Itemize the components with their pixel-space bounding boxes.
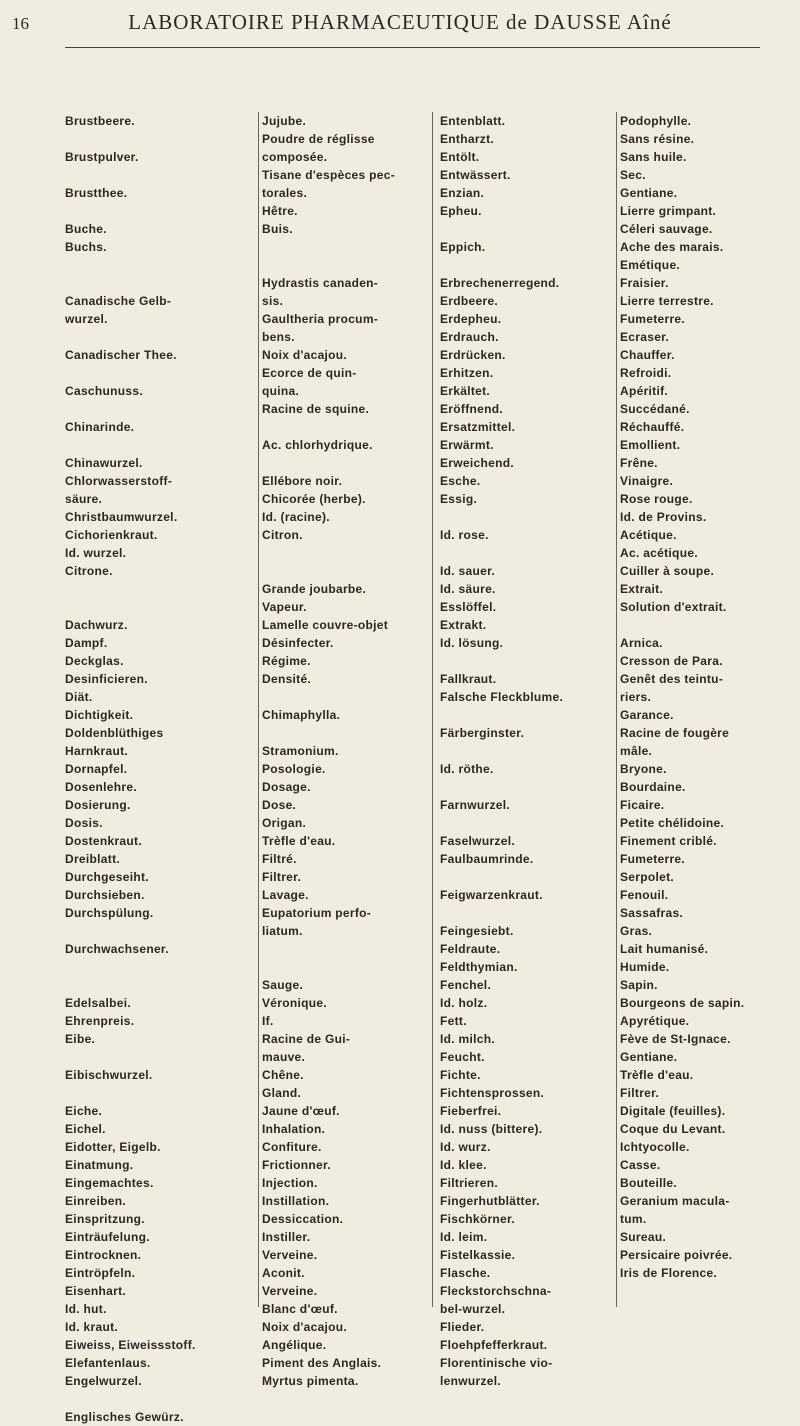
glossary-line: Citrone. bbox=[65, 564, 113, 578]
glossary-line: Esche. bbox=[440, 474, 481, 488]
glossary-line: Fingerhutblätter. bbox=[440, 1194, 540, 1208]
glossary-line: Desinficieren. bbox=[65, 672, 148, 686]
glossary-line: Bourgeons de sapin. bbox=[620, 996, 745, 1010]
glossary-line: Fumeterre. bbox=[620, 852, 686, 866]
glossary-line: Id. röthe. bbox=[440, 762, 494, 776]
glossary-line: Arnica. bbox=[620, 636, 663, 650]
glossary-line: Fumeterre. bbox=[620, 312, 686, 326]
glossary-line bbox=[440, 778, 620, 796]
glossary-line: Ficaire. bbox=[620, 798, 665, 812]
glossary-line: Hêtre. bbox=[262, 204, 298, 218]
glossary-line bbox=[262, 940, 427, 958]
glossary-line: Fichtensprossen. bbox=[440, 1086, 545, 1100]
glossary-line bbox=[440, 868, 620, 886]
glossary-line: Falsche Fleckblume. bbox=[440, 690, 564, 704]
glossary-line: Erweichend. bbox=[440, 456, 514, 470]
header-rule bbox=[65, 47, 760, 48]
glossary-line: Citron. bbox=[262, 528, 303, 542]
glossary-line: Geranium macula- bbox=[620, 1194, 730, 1208]
glossary-line: Eintrocknen. bbox=[65, 1248, 142, 1262]
glossary-line: Ac. acétique. bbox=[620, 546, 698, 560]
glossary-line: Myrtus pimenta. bbox=[262, 1374, 359, 1388]
glossary-line: Bourdaine. bbox=[620, 780, 686, 794]
glossary-line: Fett. bbox=[440, 1014, 467, 1028]
glossary-line: Filtré. bbox=[262, 852, 297, 866]
glossary-line: Eidotter, Eigelb. bbox=[65, 1140, 161, 1154]
running-head: LABORATOIRE PHARMACEUTIQUE de DAUSSE Aîné bbox=[128, 10, 672, 34]
glossary-line bbox=[65, 202, 265, 220]
glossary-line bbox=[262, 958, 427, 976]
glossary-line bbox=[65, 400, 265, 418]
glossary-line: Solution d'extrait. bbox=[620, 600, 727, 614]
glossary-line: Posologie. bbox=[262, 762, 326, 776]
glossary-line: Brustpulver. bbox=[65, 150, 139, 164]
glossary-line: Brustthee. bbox=[65, 186, 128, 200]
glossary-line bbox=[65, 580, 265, 598]
glossary-line: Petite chélidoine. bbox=[620, 816, 725, 830]
glossary-line: Faselwurzel. bbox=[440, 834, 515, 848]
glossary-line: Id. rose. bbox=[440, 528, 489, 542]
glossary-line: Gland. bbox=[262, 1086, 302, 1100]
glossary-line: Eingemachtes. bbox=[65, 1176, 154, 1190]
glossary-line: Lamelle couvre-objet bbox=[262, 618, 389, 632]
glossary-line: Fichte. bbox=[440, 1068, 481, 1082]
glossary-line: Chêne. bbox=[262, 1068, 304, 1082]
glossary-line: Genêt des teintu- bbox=[620, 672, 724, 686]
glossary-line: Id. de Provins. bbox=[620, 510, 707, 524]
glossary-line: Chlorwasserstoff- bbox=[65, 474, 173, 488]
glossary-line: Ellébore noir. bbox=[262, 474, 343, 488]
glossary-line: Eisenhart. bbox=[65, 1284, 127, 1298]
glossary-line: Id. wurz. bbox=[440, 1140, 491, 1154]
glossary-line: Dostenkraut. bbox=[65, 834, 142, 848]
glossary-line: Dampf. bbox=[65, 636, 108, 650]
glossary-line: Durchspülung. bbox=[65, 906, 154, 920]
glossary-line: Chinawurzel. bbox=[65, 456, 143, 470]
glossary-line: Trèfle d'eau. bbox=[620, 1068, 694, 1082]
glossary-line: Elefantenlaus. bbox=[65, 1356, 151, 1370]
glossary-line: quina. bbox=[262, 384, 300, 398]
glossary-line bbox=[65, 328, 265, 346]
glossary-line: Sans huile. bbox=[620, 150, 687, 164]
glossary-line: Id. hut. bbox=[65, 1302, 107, 1316]
glossary-line: Ache des marais. bbox=[620, 240, 724, 254]
glossary-line: säure. bbox=[65, 492, 103, 506]
glossary-line: Fenouil. bbox=[620, 888, 669, 902]
glossary-line bbox=[440, 544, 620, 562]
glossary-line: Erdbeere. bbox=[440, 294, 499, 308]
glossary-line: Poudre de réglisse bbox=[262, 132, 375, 146]
glossary-line: torales. bbox=[262, 186, 308, 200]
glossary-line: Harnkraut. bbox=[65, 744, 129, 758]
glossary-line: Id. holz. bbox=[440, 996, 488, 1010]
glossary-line: Buis. bbox=[262, 222, 293, 236]
glossary-line: Buchs. bbox=[65, 240, 107, 254]
glossary-line: Coque du Levant. bbox=[620, 1122, 726, 1136]
glossary-line: Durchgeseiht. bbox=[65, 870, 149, 884]
glossary-line: Lierre terrestre. bbox=[620, 294, 714, 308]
glossary-line: Dornapfel. bbox=[65, 762, 128, 776]
glossary-line: Durchsieben. bbox=[65, 888, 145, 902]
glossary-line bbox=[440, 904, 620, 922]
glossary-line: riers. bbox=[620, 690, 652, 704]
glossary-line: Eibischwurzel. bbox=[65, 1068, 153, 1082]
glossary-line: Florentinische vio- bbox=[440, 1356, 553, 1370]
glossary-line: Dachwurz. bbox=[65, 618, 128, 632]
glossary-line: Erdepheu. bbox=[440, 312, 502, 326]
glossary-line: Ersatzmittel. bbox=[440, 420, 516, 434]
glossary-line: Extrait. bbox=[620, 582, 664, 596]
glossary-line: Floehpfefferkraut. bbox=[440, 1338, 548, 1352]
glossary-line: tum. bbox=[620, 1212, 647, 1226]
glossary-line: Cresson de Para. bbox=[620, 654, 723, 668]
glossary-line: Feldraute. bbox=[440, 942, 501, 956]
glossary-line: Flieder. bbox=[440, 1320, 485, 1334]
glossary-line: Succédané. bbox=[620, 402, 690, 416]
glossary-line: Fallkraut. bbox=[440, 672, 497, 686]
glossary-line: Fenchel. bbox=[440, 978, 492, 992]
glossary-line: Ehrenpreis. bbox=[65, 1014, 135, 1028]
glossary-line: Racine de squine. bbox=[262, 402, 370, 416]
glossary-line: Garance. bbox=[620, 708, 674, 722]
glossary-line: Erkältet. bbox=[440, 384, 491, 398]
glossary-line: Lavage. bbox=[262, 888, 309, 902]
glossary-line bbox=[262, 418, 427, 436]
glossary-line: Enzian. bbox=[440, 186, 485, 200]
glossary-line: Confiture. bbox=[262, 1140, 322, 1154]
glossary-line: Aconit. bbox=[262, 1266, 305, 1280]
glossary-line: Persicaire poivrée. bbox=[620, 1248, 733, 1262]
french-terms-column-2 bbox=[620, 112, 790, 1282]
glossary-line bbox=[65, 274, 265, 292]
glossary-line: Eiche. bbox=[65, 1104, 103, 1118]
glossary-line: Eintröpfeln. bbox=[65, 1266, 136, 1280]
glossary-line: Id. säure. bbox=[440, 582, 496, 596]
glossary-line: Sans résine. bbox=[620, 132, 695, 146]
glossary-line: Essig. bbox=[440, 492, 478, 506]
glossary-line: Céleri sauvage. bbox=[620, 222, 713, 236]
page-number: 16 bbox=[12, 14, 29, 33]
glossary-line: Entharzt. bbox=[440, 132, 495, 146]
glossary-line: Densité. bbox=[262, 672, 312, 686]
glossary-line: Rose rouge. bbox=[620, 492, 693, 506]
glossary-line: Chinarinde. bbox=[65, 420, 135, 434]
glossary-line: Bouteille. bbox=[620, 1176, 678, 1190]
glossary-line bbox=[262, 544, 427, 562]
glossary-line: Iris de Florence. bbox=[620, 1266, 718, 1280]
glossary-line: Dessiccation. bbox=[262, 1212, 344, 1226]
glossary-line: Flasche. bbox=[440, 1266, 491, 1280]
glossary-line: Feingesiebt. bbox=[440, 924, 514, 938]
glossary-line: Edelsalbei. bbox=[65, 996, 131, 1010]
glossary-line: Deckglas. bbox=[65, 654, 124, 668]
glossary-line: Instillation. bbox=[262, 1194, 330, 1208]
glossary-line: Grande joubarbe. bbox=[262, 582, 367, 596]
glossary-line: Régime. bbox=[262, 654, 311, 668]
glossary-line: Trèfle d'eau. bbox=[262, 834, 336, 848]
glossary-line: Erdrauch. bbox=[440, 330, 499, 344]
glossary-line: Gaultheria procum- bbox=[262, 312, 379, 326]
glossary-line: wurzel. bbox=[65, 312, 108, 326]
glossary-line: Digitale (feuilles). bbox=[620, 1104, 726, 1118]
glossary-line: Erdrücken. bbox=[440, 348, 506, 362]
glossary-line bbox=[440, 814, 620, 832]
glossary-line: Emétique. bbox=[620, 258, 681, 272]
glossary-line: Lait humanisé. bbox=[620, 942, 709, 956]
glossary-line bbox=[262, 688, 427, 706]
glossary-line: Jaune d'œuf. bbox=[262, 1104, 340, 1118]
glossary-line: Canadischer Thee. bbox=[65, 348, 177, 362]
glossary-line: Erbrechenerregend. bbox=[440, 276, 560, 290]
glossary-line: Feigwarzenkraut. bbox=[440, 888, 543, 902]
glossary-line: composée. bbox=[262, 150, 328, 164]
glossary-line: Fève de St-Ignace. bbox=[620, 1032, 731, 1046]
glossary-line bbox=[440, 706, 620, 724]
glossary-line: Erhitzen. bbox=[440, 366, 494, 380]
glossary-line: Färberginster. bbox=[440, 726, 525, 740]
glossary-line: Eupatorium perfo- bbox=[262, 906, 372, 920]
glossary-line bbox=[65, 130, 265, 148]
glossary-line: Dichtigkeit. bbox=[65, 708, 134, 722]
glossary-line: Fleckstorchschna- bbox=[440, 1284, 552, 1298]
glossary-line: Entenblatt. bbox=[440, 114, 506, 128]
glossary-line: Ecraser. bbox=[620, 330, 670, 344]
glossary-line: Durchwachsener. bbox=[65, 942, 169, 956]
glossary-line: Diät. bbox=[65, 690, 93, 704]
glossary-line bbox=[65, 364, 265, 382]
glossary-line: Piment des Anglais. bbox=[262, 1356, 382, 1370]
glossary-line: Filtrieren. bbox=[440, 1176, 498, 1190]
glossary-line: Cichorienkraut. bbox=[65, 528, 158, 542]
glossary-line: Acétique. bbox=[620, 528, 677, 542]
glossary-line: bel-wurzel. bbox=[440, 1302, 506, 1316]
glossary-line bbox=[65, 1084, 265, 1102]
glossary-line: Einspritzung. bbox=[65, 1212, 145, 1226]
glossary-line: Lierre grimpant. bbox=[620, 204, 717, 218]
glossary-line: Frictionner. bbox=[262, 1158, 331, 1172]
glossary-line: Apyrétique. bbox=[620, 1014, 690, 1028]
glossary-line bbox=[65, 598, 265, 616]
glossary-line bbox=[65, 958, 265, 976]
glossary-line: Verveine. bbox=[262, 1284, 318, 1298]
glossary-line bbox=[440, 256, 620, 274]
glossary-line: Epheu. bbox=[440, 204, 482, 218]
glossary-line: bens. bbox=[262, 330, 295, 344]
glossary-line: Eppich. bbox=[440, 240, 486, 254]
glossary-line: Dosage. bbox=[262, 780, 311, 794]
glossary-line: Instiller. bbox=[262, 1230, 311, 1244]
glossary-line: Eröffnend. bbox=[440, 402, 503, 416]
glossary-line: Filtrer. bbox=[262, 870, 302, 884]
glossary-line: mâle. bbox=[620, 744, 653, 758]
glossary-line bbox=[65, 922, 265, 940]
glossary-line: Id. nuss (bittere). bbox=[440, 1122, 543, 1136]
german-terms-column-1 bbox=[65, 112, 265, 1426]
glossary-line bbox=[440, 742, 620, 760]
glossary-line: mauve. bbox=[262, 1050, 306, 1064]
glossary-line: Ac. chlorhydrique. bbox=[262, 438, 373, 452]
glossary-line: Serpolet. bbox=[620, 870, 675, 884]
glossary-line: Esslöffel. bbox=[440, 600, 497, 614]
glossary-line: Racine de Gui- bbox=[262, 1032, 351, 1046]
glossary-line: Injection. bbox=[262, 1176, 318, 1190]
glossary-line: Réchauffé. bbox=[620, 420, 685, 434]
glossary-line: Einträufelung. bbox=[65, 1230, 150, 1244]
glossary-line: Apéritif. bbox=[620, 384, 669, 398]
glossary-line: Englisches Gewürz. bbox=[65, 1410, 184, 1424]
glossary-line: Dose. bbox=[262, 798, 297, 812]
glossary-line: Eibe. bbox=[65, 1032, 96, 1046]
glossary-line: Feldthymian. bbox=[440, 960, 518, 974]
glossary-line: Jujube. bbox=[262, 114, 307, 128]
glossary-line bbox=[262, 724, 427, 742]
glossary-line: liatum. bbox=[262, 924, 303, 938]
glossary-line: Christbaumwurzel. bbox=[65, 510, 178, 524]
glossary-line: Id. kraut. bbox=[65, 1320, 119, 1334]
glossary-line: Sauge. bbox=[262, 978, 304, 992]
glossary-line: Racine de fougère bbox=[620, 726, 730, 740]
glossary-line: Id. leim. bbox=[440, 1230, 488, 1244]
glossary-line: Humide. bbox=[620, 960, 670, 974]
column-separator bbox=[432, 112, 433, 1307]
glossary-line: Ichtyocolle. bbox=[620, 1140, 690, 1154]
glossary-line: If. bbox=[262, 1014, 274, 1028]
glossary-line: sis. bbox=[262, 294, 284, 308]
glossary-line bbox=[620, 616, 790, 634]
glossary-line: Fischkörner. bbox=[440, 1212, 515, 1226]
glossary-line: Gentiane. bbox=[620, 1050, 678, 1064]
glossary-line bbox=[440, 220, 620, 238]
glossary-line: lenwurzel. bbox=[440, 1374, 502, 1388]
glossary-line: Einatmung. bbox=[65, 1158, 134, 1172]
glossary-line bbox=[65, 166, 265, 184]
glossary-line: Casse. bbox=[620, 1158, 661, 1172]
glossary-line: Désinfecter. bbox=[262, 636, 334, 650]
glossary-line: Chicorée (herbe). bbox=[262, 492, 366, 506]
glossary-line: Dreiblatt. bbox=[65, 852, 121, 866]
glossary-line: Hydrastis canaden- bbox=[262, 276, 379, 290]
glossary-line: Blanc d'œuf. bbox=[262, 1302, 338, 1316]
glossary-line: Feucht. bbox=[440, 1050, 485, 1064]
glossary-line: Sassafras. bbox=[620, 906, 684, 920]
glossary-line: Doldenblüthiges bbox=[65, 726, 164, 740]
glossary-line: Fistelkassie. bbox=[440, 1248, 516, 1262]
glossary-line: Brustbeere. bbox=[65, 114, 135, 128]
glossary-line: Filtrer. bbox=[620, 1086, 660, 1100]
glossary-line: Id. wurzel. bbox=[65, 546, 127, 560]
glossary-line: Sec. bbox=[620, 168, 646, 182]
glossary-line: Engelwurzel. bbox=[65, 1374, 142, 1388]
glossary-line: Erwärmt. bbox=[440, 438, 494, 452]
glossary-line: Sapin. bbox=[620, 978, 658, 992]
glossary-line: Entölt. bbox=[440, 150, 480, 164]
glossary-line: Chimaphylla. bbox=[262, 708, 341, 722]
glossary-line bbox=[262, 256, 427, 274]
glossary-line bbox=[262, 238, 427, 256]
glossary-line: Einreiben. bbox=[65, 1194, 127, 1208]
glossary-line: Dosierung. bbox=[65, 798, 131, 812]
glossary-line bbox=[440, 652, 620, 670]
glossary-line: Bryone. bbox=[620, 762, 667, 776]
glossary-line: Id. (racine). bbox=[262, 510, 330, 524]
german-terms-column-2 bbox=[440, 112, 620, 1390]
glossary-line: Vapeur. bbox=[262, 600, 307, 614]
glossary-line: Inhalation. bbox=[262, 1122, 326, 1136]
glossary-line: Cuiller à soupe. bbox=[620, 564, 715, 578]
glossary-line: Verveine. bbox=[262, 1248, 318, 1262]
glossary-line: Noix d'acajou. bbox=[262, 1320, 348, 1334]
glossary-line: Entwässert. bbox=[440, 168, 511, 182]
glossary-line: Id. klee. bbox=[440, 1158, 487, 1172]
glossary-line: Gras. bbox=[620, 924, 653, 938]
glossary-line: Finement criblé. bbox=[620, 834, 717, 848]
glossary-line: Id. lösung. bbox=[440, 636, 504, 650]
glossary-line: Véronique. bbox=[262, 996, 328, 1010]
glossary-line bbox=[262, 562, 427, 580]
glossary-line: Fieberfrei. bbox=[440, 1104, 502, 1118]
glossary-line: Refroidi. bbox=[620, 366, 672, 380]
glossary-line bbox=[262, 454, 427, 472]
glossary-line: Farnwurzel. bbox=[440, 798, 510, 812]
glossary-line: Noix d'acajou. bbox=[262, 348, 348, 362]
glossary-line: Tisane d'espèces pec- bbox=[262, 168, 395, 182]
glossary-line: Fraisier. bbox=[620, 276, 669, 290]
glossary-line: Ecorce de quin- bbox=[262, 366, 357, 380]
glossary-line: Caschunuss. bbox=[65, 384, 143, 398]
glossary-line: Angélique. bbox=[262, 1338, 327, 1352]
glossary-line bbox=[440, 508, 620, 526]
glossary-line: Origan. bbox=[262, 816, 307, 830]
glossary-line: Dosis. bbox=[65, 816, 103, 830]
glossary-line: Stramonium. bbox=[262, 744, 339, 758]
glossary-line bbox=[65, 436, 265, 454]
glossary-line: Eichel. bbox=[65, 1122, 106, 1136]
glossary-line: Frêne. bbox=[620, 456, 658, 470]
glossary-line: Buche. bbox=[65, 222, 107, 236]
glossary-line: Id. milch. bbox=[440, 1032, 496, 1046]
glossary-line: Podophylle. bbox=[620, 114, 692, 128]
glossary-line: Gentiane. bbox=[620, 186, 678, 200]
glossary-line: Canadische Gelb- bbox=[65, 294, 172, 308]
glossary-line: Dosenlehre. bbox=[65, 780, 137, 794]
glossary-line: Eiweiss, Eiweissstoff. bbox=[65, 1338, 196, 1352]
glossary-line bbox=[65, 1048, 265, 1066]
glossary-line bbox=[65, 256, 265, 274]
glossary-line: Chauffer. bbox=[620, 348, 675, 362]
glossary-line: Vinaigre. bbox=[620, 474, 674, 488]
french-terms-column-1 bbox=[262, 112, 427, 1390]
glossary-line: Extrakt. bbox=[440, 618, 487, 632]
glossary-line bbox=[65, 976, 265, 994]
glossary-line: Emollient. bbox=[620, 438, 681, 452]
glossary-line: Sureau. bbox=[620, 1230, 667, 1244]
glossary-line: Id. sauer. bbox=[440, 564, 496, 578]
glossary-line: Faulbaumrinde. bbox=[440, 852, 534, 866]
glossary-line bbox=[65, 1390, 265, 1408]
